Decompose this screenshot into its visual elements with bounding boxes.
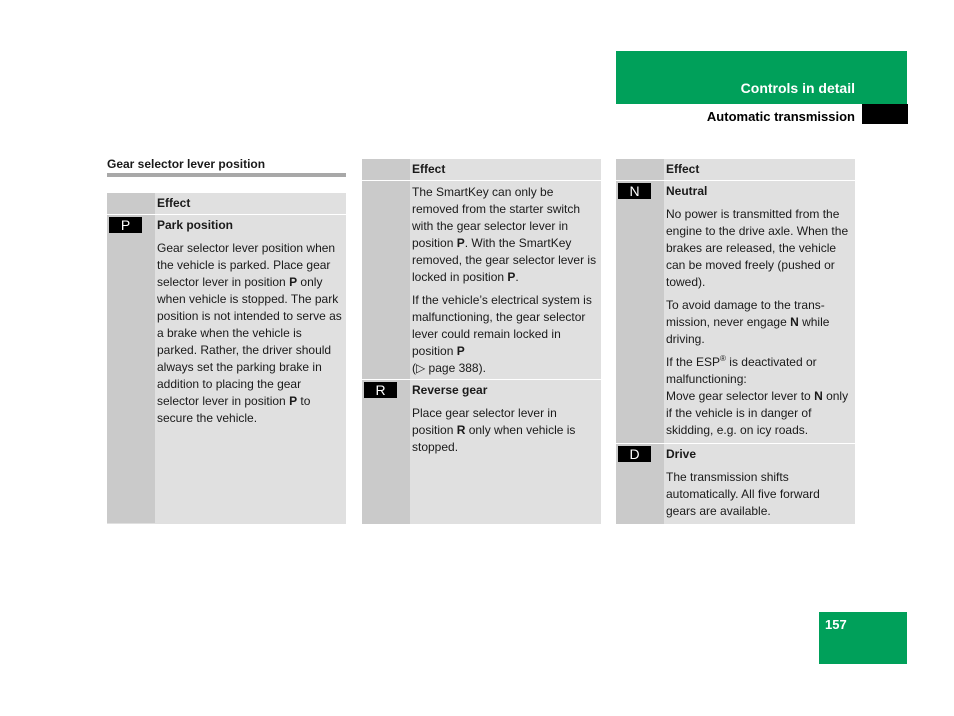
row-text: If the ESP® is deactivated or malfunctioning: Move gear selector lever to N only if the vehicle is in danger of skidding, e.g. on icy roads. — [666, 354, 849, 437]
table-row-park — [107, 215, 346, 523]
row-text: The SmartKey can only be removed from the starter switch with the gear selector lever in position P. With the SmartKey removed, the gear selector lever is locked in position P. — [412, 185, 597, 284]
table-row-park-continued — [362, 181, 601, 380]
row-text: Gear selector lever position when the vehicle is parked. Place gear selector lever in position P only when vehicle is stopped. The park position is not intended to serve as a brake when the vehicle is parked. Rather, the driver should always set the parking brake in addition to placing the gear selector lever in position P to secure the vehicle. — [157, 241, 342, 425]
table-row-neutral — [616, 181, 855, 444]
row-text: No power is transmitted from the engine to the drive axle. When the brakes are released, the vehicle can be moved freely (pushed or towed). — [666, 207, 849, 289]
subsection-title: Automatic transmission — [706, 109, 855, 124]
gear-table-left — [107, 193, 346, 524]
section-title: Controls in detail — [740, 80, 855, 96]
gear-table-right — [616, 159, 855, 524]
row-text: If the vehicle’s electrical system is malfunctioning, the gear selector lever could remain locked in position P (▷ page 388). — [412, 293, 592, 375]
page-number: 157 — [825, 617, 847, 632]
table-header — [107, 193, 346, 215]
gear-n-badge: N — [618, 183, 651, 199]
gear-d-badge: D — [618, 446, 651, 462]
header-black-tab — [862, 104, 908, 124]
effect-header: Effect — [157, 196, 191, 210]
row-title: Drive — [666, 447, 697, 461]
header-green-band — [616, 51, 907, 104]
row-text: The transmission shifts automatically. All five forward gears are available. — [666, 470, 820, 518]
gear-table-middle — [362, 159, 601, 524]
row-title: Neutral — [666, 184, 708, 198]
table-row-reverse — [362, 380, 601, 524]
row-text: Place gear selector lever in position R only when vehicle is stopped. — [412, 406, 576, 454]
row-title: Reverse gear — [412, 383, 488, 397]
table-header — [362, 159, 601, 181]
gear-r-badge: R — [364, 382, 397, 398]
table-header — [616, 159, 855, 181]
section-heading-rule — [107, 173, 346, 177]
row-title: Park position — [157, 218, 234, 232]
gear-p-badge: P — [109, 217, 142, 233]
effect-header: Effect — [412, 162, 446, 176]
table-row-drive — [616, 444, 855, 524]
row-text: To avoid damage to the trans-mission, never engage N while driving. — [666, 298, 830, 346]
section-heading: Gear selector lever position — [107, 157, 266, 171]
effect-header: Effect — [666, 162, 700, 176]
